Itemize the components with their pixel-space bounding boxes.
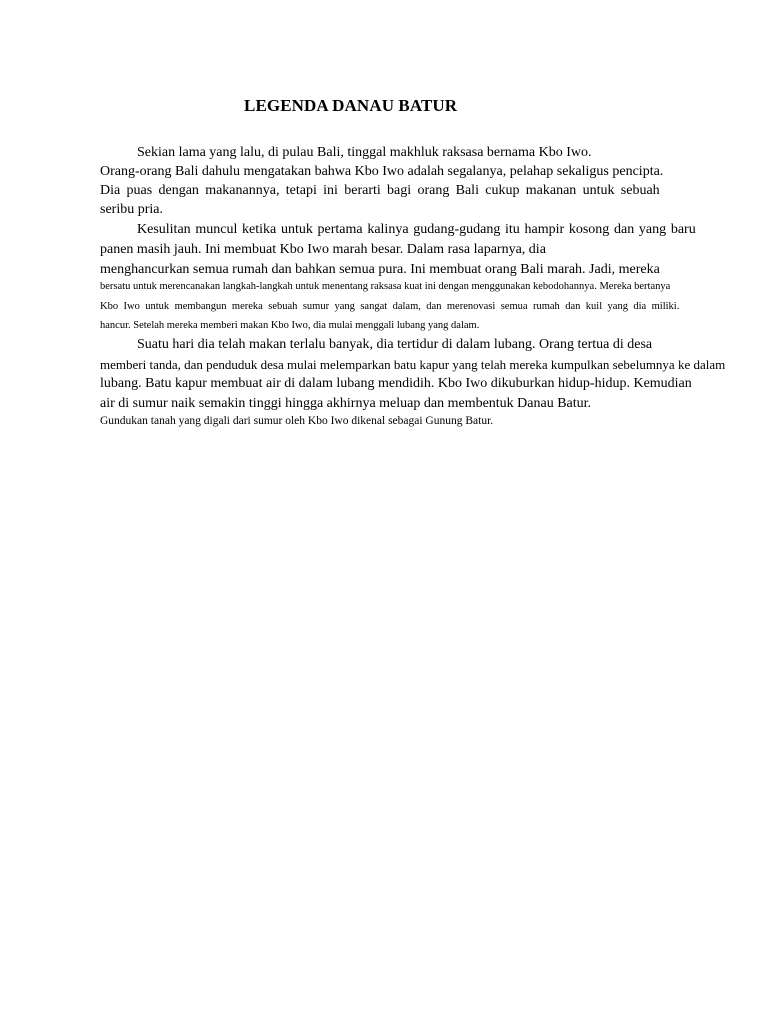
paragraph-line: bersatu untuk merencanakan langkah-langkah untuk menentang raksasa kuat ini dengan menggunakan kebodohannya. Mereka bertanya [100,281,671,292]
paragraph-line: Gundukan tanah yang digali dari sumur oleh Kbo Iwo dikenal sebagai Gunung Batur. [100,415,494,427]
paragraph-line: Kesulitan muncul ketika untuk pertama kalinya gudang-gudang itu hampir kosong dan yang baru [137,222,696,237]
document-title: LEGENDA DANAU BATUR [244,96,458,115]
paragraph-line: seribu pria. [100,202,163,217]
paragraph-line: Kbo Iwo untuk membangun mereka sebuah sumur yang sangat dalam, dan merenovasi semua rumah dan kuil yang dia miliki. [100,301,680,312]
paragraph-line: memberi tanda, dan penduduk desa mulai melemparkan batu kapur yang telah mereka kumpulkan sebelumnya ke dalam [100,357,726,372]
paragraph-line: air di sumur naik semakin tinggi hingga akhirnya meluap dan membentuk Danau Batur. [100,396,592,411]
paragraph-line: Orang-orang Bali dahulu mengatakan bahwa Kbo Iwo adalah segalanya, pelahap sekaligus pencipta. [100,164,664,179]
paragraph-line: Suatu hari dia telah makan terlalu banyak, dia tertidur di dalam lubang. Orang tertua di desa [137,337,653,352]
paragraph-line: panen masih jauh. Ini membuat Kbo Iwo marah besar. Dalam rasa laparnya, dia [100,242,546,257]
paragraph-line: hancur. Setelah mereka memberi makan Kbo Iwo, dia mulai menggali lubang yang dalam. [100,320,480,331]
paragraph-line: Dia puas dengan makanannya, tetapi ini berarti bagi orang Bali cukup makanan untuk sebuah [100,183,660,198]
paragraph-line: menghancurkan semua rumah dan bahkan semua pura. Ini membuat orang Bali marah. Jadi, mereka [100,262,660,277]
paragraph-line: Sekian lama yang lalu, di pulau Bali, tinggal makhluk raksasa bernama Kbo Iwo. [137,145,592,160]
paragraph-line: lubang. Batu kapur membuat air di dalam lubang mendidih. Kbo Iwo dikuburkan hidup-hidup. Kemudian [100,376,692,391]
